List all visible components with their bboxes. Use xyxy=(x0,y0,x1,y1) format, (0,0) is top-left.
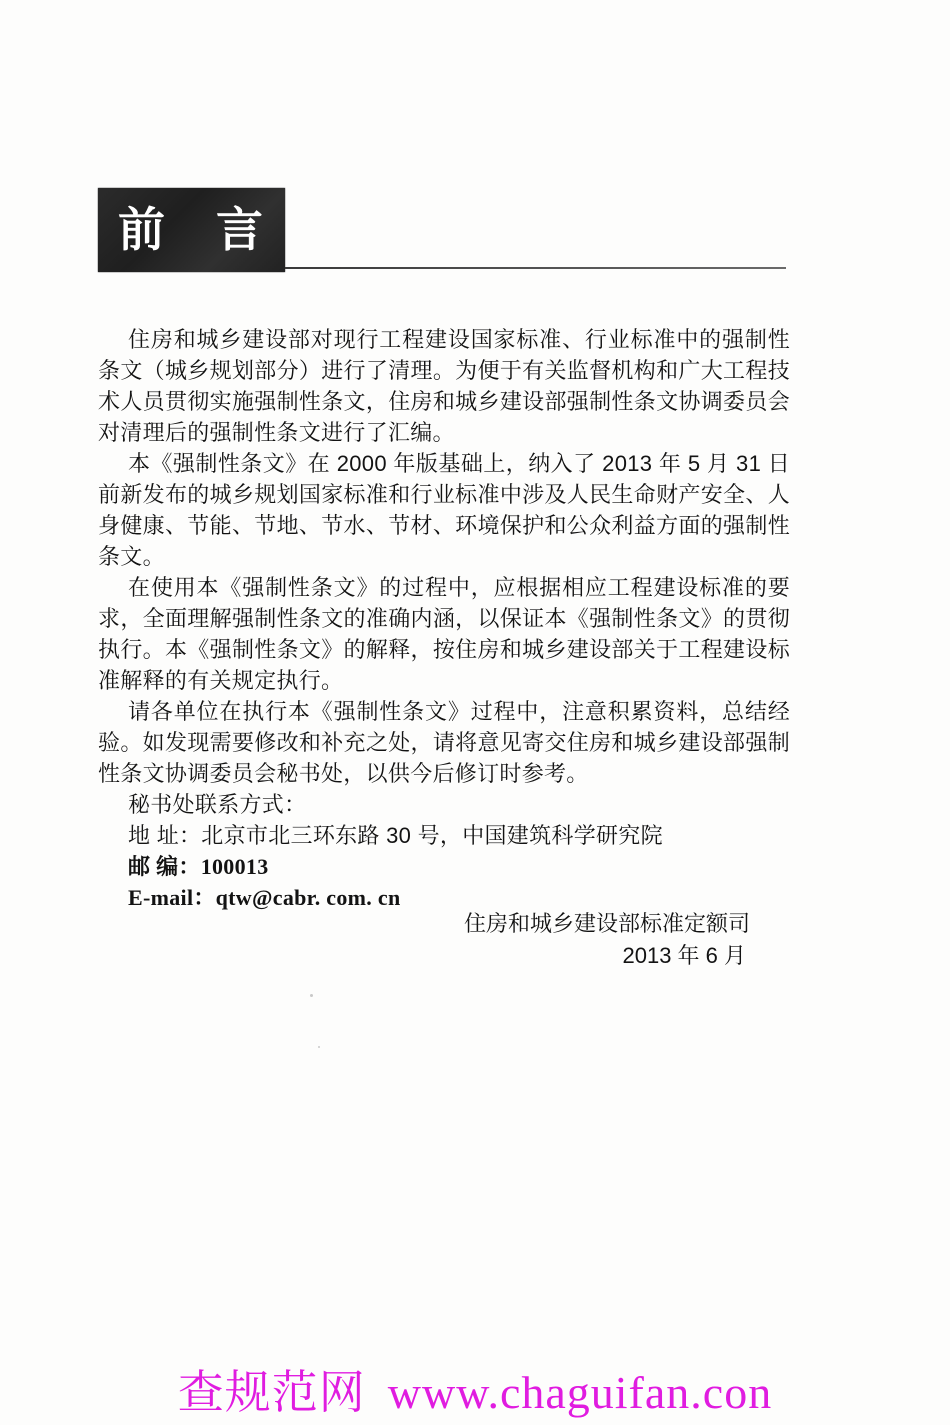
contact-address: 地 址：北京市北三环东路 30 号，中国建筑科学研究院 xyxy=(128,823,663,848)
contact-postcode: 邮 编：100013 xyxy=(128,854,269,879)
watermark-site-url: www.chaguifan.con xyxy=(387,1367,773,1418)
preface-title-row xyxy=(98,188,786,272)
preface-body xyxy=(98,324,790,913)
signature-org: 住房和城乡建设部标准定额司 xyxy=(463,911,750,936)
preface-title: 前 言 xyxy=(118,202,265,256)
signature-date: 2013 年 6 月 xyxy=(622,943,746,968)
contact-intro: 秘书处联系方式： xyxy=(128,792,307,817)
scan-speck xyxy=(318,1046,320,1048)
paragraph-1: 住房和城乡建设部对现行工程建设国家标准、行业标准中的强制性条文（城乡规划部分）进行了清理。为便于有关监督机构和广大工程技术人员贯彻实施强制性条文，住房和城乡建设部强制性条文协调委员会对清理后的强制性条文进行了汇编。 xyxy=(98,327,790,445)
watermark-site-name: 查规范网 xyxy=(177,1367,366,1418)
signature-block xyxy=(98,908,790,972)
paragraph-3: 在使用本《强制性条文》的过程中，应根据相应工程建设标准的要求，全面理解强制性条文的准确内涵，以保证本《强制性条文》的贯彻执行。本《强制性条文》的解释，按住房和城乡建设部关于工程建设标准解释的有关规定执行。 xyxy=(98,575,790,693)
paragraph-4: 请各单位在执行本《强制性条文》过程中，注意积累资料，总结经验。如发现需要修改和补充之处，请将意见寄交住房和城乡建设部强制性条文协调委员会秘书处，以供今后修订时参考。 xyxy=(98,699,790,786)
contact-email: E-mail：qtw@cabr. com. cn xyxy=(128,885,401,910)
watermark xyxy=(0,1356,950,1422)
scan-speck xyxy=(310,994,313,997)
title-underline-rule xyxy=(285,267,786,269)
paragraph-2: 本《强制性条文》在 2000 年版基础上，纳入了 2013 年 5 月 31 日前新发布的城乡规划国家标准和行业标准中涉及人民生命财产安全、人身健康、节能、节地、节水、节材、环境保护和公众利益方面的强制性条文。 xyxy=(98,451,790,569)
preface-title-box xyxy=(98,188,285,272)
